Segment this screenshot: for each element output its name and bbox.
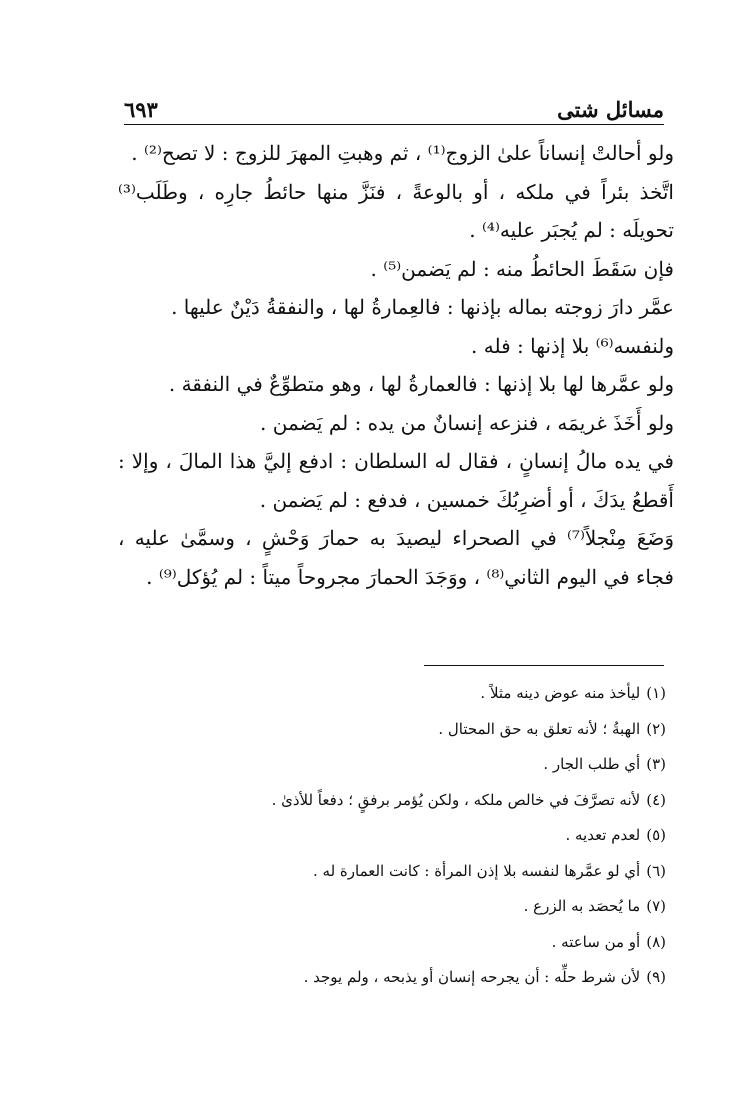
paragraph: ولو أَخَذَ غريمَه ، فنزعه إنسانٌ من يده : لم يَضمن .	[260, 410, 674, 435]
footnote	[118, 889, 666, 925]
paragraph: عمَّر دارَ زوجته بماله بإذنها : فالعِمارةُ لها ، والنفقةُ دَيْنٌ عليها .	[171, 295, 674, 319]
paragraph: ولو أحالتْ إنساناً علىٰ الزوج⁽¹⁾ ، ثم وهبتِ المهرَ للزوج : لا تصح⁽²⁾ .	[131, 141, 674, 165]
paragraph: في يده مالُ إنسانٍ ، فقال له السلطان : ادفع إليَّ هذا المالَ ، وإلا : أَقطعُ يدَكَ ، أو أضرِبُكَ خمسين ، فدفع : لم يَضمن .	[118, 449, 674, 512]
footnote-text: أي طلب الجار .	[543, 755, 641, 773]
page-header	[124, 88, 664, 122]
footnote-number: (٢)	[646, 719, 666, 738]
footnote-number: (٩)	[646, 968, 666, 986]
footnote-number: (٤)	[646, 790, 666, 809]
footnote-text: ما يُحصَد به الزرع .	[523, 897, 641, 915]
footnote-text: أو من ساعته .	[551, 932, 641, 951]
page-number: ٦٩٣	[124, 97, 158, 122]
footnote	[118, 783, 666, 819]
footnote-text: لأن شرط حلِّه : أن يجرحه إنسان أو يذبحه ، ولم يوجد .	[303, 968, 641, 986]
header-rule	[124, 124, 664, 125]
footnote-number: (٧)	[646, 897, 666, 915]
footnote-number: (٣)	[646, 755, 666, 773]
footnote	[118, 854, 666, 890]
running-title: مسائل شتى	[557, 97, 664, 122]
footnote-number: (٦)	[646, 861, 666, 880]
footnote-text: ليأخذ منه عوض دينه مثلاً .	[480, 684, 641, 702]
paragraph: اتَّخذ بئراً في ملكه ، أو بالوعةً ، فنَزَّ منها حائطُ جارِه ، وطَلَب⁽³⁾ تحويلَه : لم يُجبَر عليه⁽⁴⁾ .	[118, 179, 674, 242]
footnote	[118, 747, 666, 783]
footnote-separator	[424, 665, 664, 666]
footnote-text: لأنه تصرَّفَ في خالص ملكه ، ولكن يُؤمر برفقٍ ؛ دفعاً للأذىٰ .	[271, 790, 641, 809]
footnote	[118, 960, 666, 996]
paragraph: ولو عمَّرها لها بلا إذنها : فالعمارةُ لها ، وهو متطوِّعٌ في النفقة .	[168, 372, 674, 396]
footnote-number: (٨)	[646, 932, 666, 951]
paragraph: وَضَعَ مِنْجلاً⁽⁷⁾ في الصحراء ليصيدَ به حمارَ وَحْشٍ ، وسمَّىٰ عليه ، فجاء في اليوم الثاني⁽⁸⁾ ، ووَجَدَ الحمارَ مجروحاً ميتاً : لم يُؤكل⁽⁹⁾ .	[118, 526, 674, 589]
footnotes	[118, 676, 666, 996]
footnote	[118, 818, 666, 854]
footnote	[118, 676, 666, 712]
footnote	[118, 925, 666, 961]
footnote	[118, 712, 666, 748]
footnote-number: (١)	[646, 684, 666, 702]
footnote-text: أي لو عمَّرها لنفسه بلا إذن المرأة : كانت العمارة له .	[312, 861, 641, 880]
footnote-text: لعدم تعديه .	[565, 826, 641, 844]
footnote-number: (٥)	[646, 826, 666, 844]
paragraph: فإن سَقَطَ الحائطُ منه : لم يَضمن⁽⁵⁾ .	[370, 256, 674, 281]
footnote-text: الهبةُ ؛ لأنه تعلق به حق المحتال .	[438, 719, 641, 738]
main-text	[118, 134, 674, 596]
paragraph: ولنفسه⁽⁶⁾ بلا إذنها : فله .	[471, 333, 674, 358]
